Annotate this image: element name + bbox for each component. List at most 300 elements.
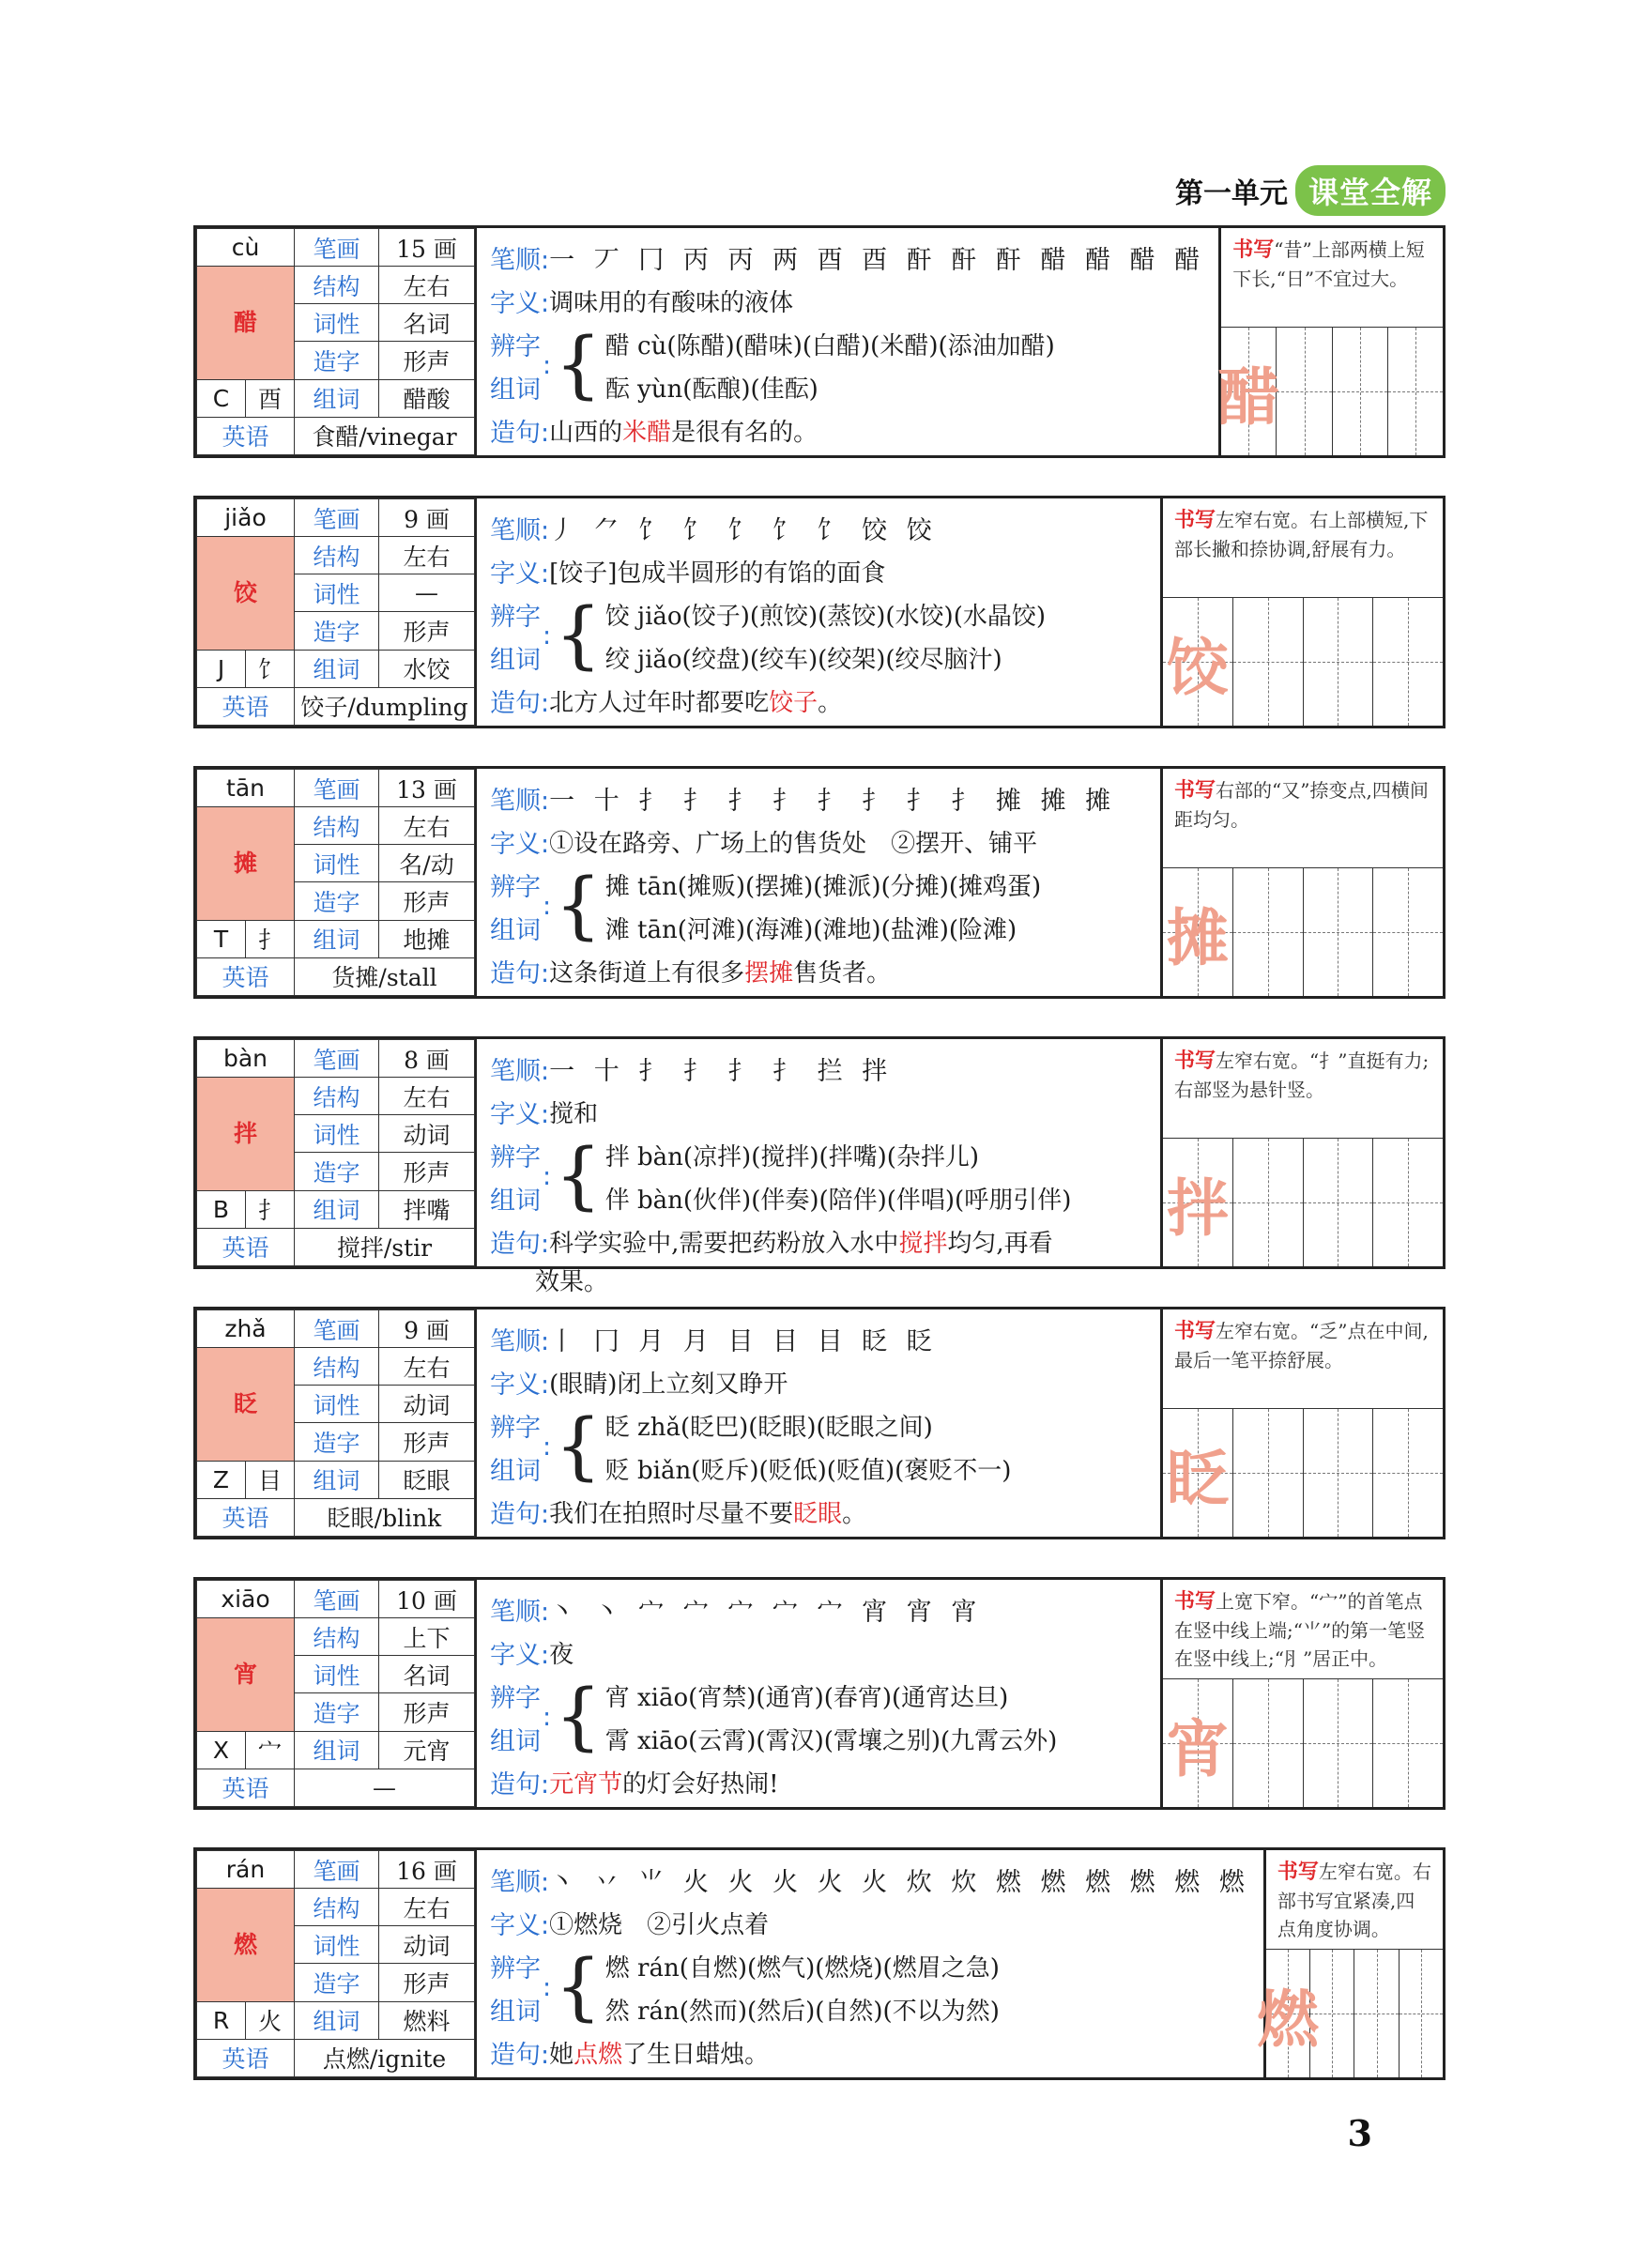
example-sentence <box>490 679 1147 722</box>
letter-radical <box>197 1461 295 1498</box>
practice-cell[interactable] <box>1333 328 1388 455</box>
character-details <box>477 1309 1160 1537</box>
tip-text: 右部的“又”捺变点,四横间距均匀。 <box>1174 779 1429 831</box>
sentence-post: 。 <box>842 1499 867 1528</box>
label-zuci: 组词 <box>295 2001 379 2039</box>
label-zuci2: 组词 <box>490 1186 541 1216</box>
sentence-post: 的灯会好热闹! <box>622 1769 779 1799</box>
structure: 上下 <box>379 1618 475 1656</box>
colon: : <box>543 1161 552 1191</box>
distinguish-block <box>490 1944 1250 2030</box>
sentence-pre: 我们在拍照时尽量不要 <box>549 1499 794 1528</box>
example-sentence <box>490 2030 1250 2074</box>
practice-cell[interactable] <box>1304 1139 1374 1266</box>
compound-word: 拌嘴 <box>379 1190 475 1228</box>
part-of-speech: 动词 <box>379 1115 475 1153</box>
section-badge: 课堂全解 <box>1295 165 1446 216</box>
label-bihua: 笔画 <box>295 1851 379 1889</box>
practice-cell[interactable] <box>1310 1950 1354 2077</box>
sentence-pre: 她 <box>549 2040 574 2069</box>
label-zaozi: 造字 <box>295 612 379 650</box>
stroke-count: 8 画 <box>379 1040 475 1078</box>
practice-cell-sample <box>1163 1409 1233 1537</box>
part-of-speech: 动词 <box>379 1926 475 1964</box>
label-bihua: 笔画 <box>295 1310 379 1348</box>
sample-character: 饺 <box>1166 630 1229 704</box>
english-word: 搅拌/stir <box>295 1228 475 1265</box>
writing-panel <box>1160 1580 1443 1807</box>
pinyin: zhǎ <box>197 1310 295 1348</box>
practice-grid <box>1217 328 1443 455</box>
formation: 形声 <box>379 1964 475 2001</box>
character-info-table <box>196 769 477 996</box>
writing-panel <box>1257 1850 1443 2077</box>
distinguish-line-1: 摊 tān(摊贩)(摆摊)(摊派)(分摊)(摊鸡蛋) <box>604 872 1042 901</box>
compound-word: 水饺 <box>379 650 475 687</box>
brace: { <box>555 1675 602 1759</box>
pinyin: rán <box>197 1851 295 1889</box>
distinguish-block <box>490 1133 1147 1219</box>
distinguish-block <box>490 592 1147 679</box>
label-zaozi: 造字 <box>295 342 379 379</box>
formation: 形声 <box>379 1153 475 1190</box>
writing-panel <box>1160 498 1443 726</box>
radical: 目 <box>257 1467 282 1495</box>
practice-cell[interactable] <box>1304 1409 1374 1537</box>
writing-tip <box>1221 228 1443 328</box>
practice-grid <box>1163 1139 1443 1266</box>
formation: 形声 <box>379 342 475 379</box>
formation: 形声 <box>379 1423 475 1461</box>
index-letter: T <box>197 921 246 957</box>
sentence-highlight: 饺子 <box>769 688 818 717</box>
distinguish-line-2: 绞 jiǎo(绞盘)(绞车)(绞架)(绞尽脑汁) <box>604 645 1002 674</box>
structure: 左右 <box>379 1889 475 1926</box>
distinguish-line-2: 酝 yùn(酝酿)(佳酝) <box>604 375 818 404</box>
label-zaozi: 造字 <box>295 882 379 920</box>
main-character: 摊 <box>197 807 295 920</box>
sample-character: 拌 <box>1166 1171 1229 1245</box>
label-ziyi: 字义: <box>490 288 550 318</box>
label-ziyi: 字义: <box>490 1910 550 1940</box>
english-word: 眨眼/blink <box>295 1498 475 1536</box>
index-letter: B <box>197 1191 246 1228</box>
label-cixing: 词性 <box>295 1115 379 1153</box>
practice-cell-sample <box>1257 1950 1319 2077</box>
formation: 形声 <box>379 882 475 920</box>
distinguish-line-2: 霄 xiāo(云霄)(霄汉)(霄壤之别)(九霄云外) <box>604 1726 1058 1755</box>
example-sentence <box>490 1219 1147 1263</box>
main-character: 醋 <box>197 267 295 379</box>
unit-header <box>1175 167 1446 214</box>
sentence-post: 售货者。 <box>793 958 892 988</box>
label-zaozi: 造字 <box>295 1423 379 1461</box>
tip-text: 上宽下窄。“宀”的首笔点在竖中线上端;“⺌”的第一笔竖在竖中线上;“⺼”居正中。 <box>1174 1590 1426 1670</box>
label-bihua: 笔画 <box>295 499 379 537</box>
index-letter: Z <box>197 1462 246 1498</box>
label-ziyi: 字义: <box>490 1370 550 1400</box>
distinguish-line-1: 眨 zhǎ(眨巴)(眨眼)(眨眼之间) <box>604 1413 933 1442</box>
compound-word: 眨眼 <box>379 1461 475 1498</box>
meaning: (眼睛)闭上立刻又睁开 <box>549 1370 788 1399</box>
compound-word: 燃料 <box>379 2001 475 2039</box>
label-shuxie: 书写 <box>1174 1049 1216 1073</box>
label-english: 英语 <box>197 687 295 725</box>
practice-cell[interactable] <box>1373 598 1443 726</box>
stroke-order: 丿 ⺈ 饣 饣 饣 饣 饣 饺 饺 <box>549 515 938 545</box>
sentence-highlight: 米醋 <box>622 418 672 447</box>
colon: : <box>543 1432 552 1462</box>
brace: { <box>555 593 602 678</box>
tip-text: 左窄右宽。“乏”点在中间,最后一笔平捺舒展。 <box>1174 1320 1429 1371</box>
label-zaozi: 造字 <box>295 1153 379 1190</box>
label-shuxie: 书写 <box>1174 1320 1216 1343</box>
english-word: 货摊/stall <box>295 957 475 995</box>
character-card <box>193 1307 1446 1539</box>
english-word: 点燃/ignite <box>295 2039 475 2076</box>
practice-cell[interactable] <box>1373 868 1443 996</box>
character-details <box>477 228 1218 455</box>
unit-title: 第一单元 <box>1174 177 1288 210</box>
stroke-order: 一 十 扌 扌 扌 扌 扌 扌 扌 扌 摊 摊 摊 <box>549 786 1117 816</box>
practice-cell[interactable] <box>1388 328 1443 455</box>
label-zuci2: 组词 <box>490 375 541 405</box>
tip-text: 左窄右宽。右部书写宜紧凑,四点角度协调。 <box>1277 1861 1431 1940</box>
label-cixing: 词性 <box>295 845 379 882</box>
practice-cell-sample <box>1217 328 1280 455</box>
label-bishun: 笔顺: <box>490 1597 550 1627</box>
practice-grid <box>1163 868 1443 996</box>
label-zaozi: 造字 <box>295 1693 379 1731</box>
label-zaozi: 造字 <box>295 1964 379 2001</box>
label-bishun: 笔顺: <box>490 1056 550 1086</box>
stroke-count: 13 画 <box>379 770 475 807</box>
label-zuci2: 组词 <box>490 645 541 675</box>
label-shuxie: 书写 <box>1174 779 1216 803</box>
character-info-table <box>196 1850 477 2077</box>
brace: { <box>555 864 602 948</box>
main-character: 燃 <box>197 1889 295 2001</box>
stroke-count: 10 画 <box>379 1581 475 1618</box>
practice-cell[interactable] <box>1400 1950 1443 2077</box>
character-card <box>193 496 1446 728</box>
sample-character: 醋 <box>1217 360 1280 434</box>
label-shuxie: 书写 <box>1277 1861 1319 1884</box>
writing-tip <box>1163 769 1443 868</box>
sentence-pre: 北方人过年时都要吃 <box>549 688 770 717</box>
label-bishun: 笔顺: <box>490 1867 550 1897</box>
practice-cell[interactable] <box>1233 598 1304 726</box>
sample-character: 燃 <box>1257 1982 1319 2056</box>
tip-text: “昔”上部两横上短下长,“日”不宜过大。 <box>1232 238 1425 290</box>
practice-cell[interactable] <box>1304 1679 1374 1807</box>
index-letter: X <box>197 1732 246 1769</box>
letter-radical <box>197 379 295 417</box>
practice-cell[interactable] <box>1233 1679 1304 1807</box>
structure: 左右 <box>379 1078 475 1115</box>
practice-cell[interactable] <box>1373 1409 1443 1537</box>
colon: : <box>543 891 552 921</box>
label-zaoju: 造句: <box>490 688 550 718</box>
radical: 扌 <box>257 1197 282 1225</box>
tip-text: 左窄右宽。“扌”直挺有力;右部竖为悬针竖。 <box>1174 1049 1430 1101</box>
part-of-speech: 名/动 <box>379 845 475 882</box>
index-letter: C <box>197 380 246 417</box>
label-zuci2: 组词 <box>490 1997 541 2027</box>
sentence-post: 了生日蜡烛。 <box>622 2040 770 2069</box>
distinguish-block <box>490 863 1147 949</box>
colon: : <box>543 1702 552 1732</box>
character-details <box>477 769 1160 996</box>
character-card <box>193 225 1446 458</box>
letter-radical <box>197 920 295 957</box>
distinguish-line-2: 贬 biǎn(贬斥)(贬低)(贬值)(褒贬不一) <box>604 1456 1012 1485</box>
writing-panel <box>1160 769 1443 996</box>
label-jiegou: 结构 <box>295 1078 379 1115</box>
practice-cell-sample <box>1163 598 1233 726</box>
label-jiegou: 结构 <box>295 267 379 304</box>
label-zuci: 组词 <box>295 1461 379 1498</box>
page-number: 3 <box>1347 2112 1372 2154</box>
label-bihua: 笔画 <box>295 1040 379 1078</box>
sentence-highlight: 眨眼 <box>793 1499 843 1528</box>
colon: : <box>543 1972 552 2002</box>
tip-text: 左窄右宽。右上部横短,下部长撇和捺协调,舒展有力。 <box>1174 509 1429 560</box>
practice-cell[interactable] <box>1233 1409 1304 1537</box>
stroke-count: 9 画 <box>379 499 475 537</box>
label-zaoju: 造句: <box>490 1769 550 1799</box>
label-english: 英语 <box>197 1228 295 1265</box>
label-bishun: 笔顺: <box>490 786 550 816</box>
label-zuci: 组词 <box>295 379 379 417</box>
practice-grid <box>1163 1409 1443 1537</box>
writing-panel <box>1160 1039 1443 1266</box>
character-info-table <box>196 1309 477 1537</box>
character-card <box>193 766 1446 999</box>
label-bianzi: 辨字 <box>490 1142 541 1172</box>
writing-panel <box>1160 1309 1443 1537</box>
label-bishun: 笔顺: <box>490 515 550 545</box>
label-jiegou: 结构 <box>295 1348 379 1386</box>
practice-cell[interactable] <box>1354 1950 1399 2077</box>
radical: 火 <box>257 2008 282 2036</box>
label-bianzi: 辨字 <box>490 1683 541 1713</box>
distinguish-line-2: 伴 bàn(伙伴)(伴奏)(陪伴)(伴唱)(呼朋引伴) <box>604 1186 1072 1215</box>
practice-cell[interactable] <box>1233 1139 1304 1266</box>
distinguish-block <box>490 322 1205 408</box>
distinguish-block <box>490 1674 1147 1760</box>
structure: 左右 <box>379 537 475 574</box>
letter-radical <box>197 1190 295 1228</box>
main-character: 拌 <box>197 1078 295 1190</box>
letter-radical <box>197 1731 295 1769</box>
distinguish-line-1: 宵 xiāo(宵禁)(通宵)(春宵)(通宵达旦) <box>604 1683 1009 1712</box>
pinyin: tān <box>197 770 295 807</box>
label-english: 英语 <box>197 1498 295 1536</box>
writing-tip <box>1163 1580 1443 1679</box>
sentence-post: 均匀,再看 <box>947 1229 1053 1258</box>
label-zuci: 组词 <box>295 1190 379 1228</box>
colon: : <box>543 620 552 651</box>
english-word: — <box>295 1769 475 1806</box>
example-sentence <box>490 408 1205 452</box>
label-bihua: 笔画 <box>295 229 379 267</box>
writing-tip <box>1266 1850 1443 1950</box>
label-bihua: 笔画 <box>295 770 379 807</box>
compound-word: 地摊 <box>379 920 475 957</box>
distinguish-line-1: 醋 cù(陈醋)(醋味)(白醋)(米醋)(添油加醋) <box>604 331 1055 360</box>
meaning: 搅和 <box>549 1099 599 1128</box>
sentence-pre: 山西的 <box>549 418 623 447</box>
label-english: 英语 <box>197 2039 295 2076</box>
colon: : <box>543 350 552 380</box>
pinyin: cù <box>197 229 295 267</box>
practice-cell[interactable] <box>1373 1139 1443 1266</box>
sentence-pre: 这条街道上有很多 <box>549 958 745 988</box>
label-zuci: 组词 <box>295 920 379 957</box>
label-bianzi: 辨字 <box>490 872 541 902</box>
example-sentence <box>490 1490 1147 1533</box>
label-bianzi: 辨字 <box>490 331 541 361</box>
label-shuxie: 书写 <box>1174 1590 1216 1614</box>
main-character: 宵 <box>197 1618 295 1731</box>
meaning: ①设在路旁、广场上的售货处 ②摆开、铺平 <box>549 829 1038 858</box>
index-letter: R <box>197 2002 246 2039</box>
writing-tip <box>1163 498 1443 598</box>
writing-tip <box>1163 1309 1443 1409</box>
label-shuxie: 书写 <box>1232 238 1275 262</box>
label-ziyi: 字义: <box>490 559 550 589</box>
label-shuxie: 书写 <box>1174 509 1216 532</box>
distinguish-line-2: 然 rán(然而)(然后)(自然)(不以为然) <box>604 1997 1000 2026</box>
sentence-highlight: 元宵节 <box>549 1769 623 1799</box>
label-ziyi: 字义: <box>490 829 550 859</box>
practice-cell[interactable] <box>1304 598 1374 726</box>
compound-word: 元宵 <box>379 1731 475 1769</box>
sentence-highlight: 摆摊 <box>744 958 794 988</box>
label-zuci: 组词 <box>295 650 379 687</box>
character-details <box>477 1850 1263 2077</box>
character-card <box>193 1847 1446 2080</box>
practice-grid <box>1257 1950 1443 2077</box>
label-jiegou: 结构 <box>295 1889 379 1926</box>
main-character: 眨 <box>197 1348 295 1461</box>
label-zaoju: 造句: <box>490 1499 550 1529</box>
label-ziyi: 字义: <box>490 1099 550 1129</box>
character-info-table <box>196 1039 477 1266</box>
label-cixing: 词性 <box>295 1656 379 1693</box>
structure: 左右 <box>379 267 475 304</box>
practice-cell[interactable] <box>1277 328 1332 455</box>
stroke-count: 9 画 <box>379 1310 475 1348</box>
letter-radical <box>197 2001 295 2039</box>
label-zuci: 组词 <box>295 1731 379 1769</box>
index-letter: J <box>197 651 246 687</box>
label-ziyi: 字义: <box>490 1640 550 1670</box>
structure: 左右 <box>379 807 475 845</box>
sentence-post: 是很有名的。 <box>671 418 818 447</box>
label-zuci2: 组词 <box>490 915 541 945</box>
practice-grid <box>1163 1679 1443 1807</box>
practice-cell[interactable] <box>1233 868 1304 996</box>
distinguish-block <box>490 1403 1147 1490</box>
label-cixing: 词性 <box>295 1926 379 1964</box>
label-bianzi: 辨字 <box>490 1413 541 1443</box>
distinguish-line-1: 燃 rán(自燃)(燃气)(燃烧)(燃眉之急) <box>604 1953 1000 1983</box>
character-info-table <box>196 498 477 726</box>
stroke-order: 丶 丷 ⺌ 火 火 火 火 火 炊 炊 燃 燃 燃 燃 燃 燃 <box>549 1867 1250 1897</box>
label-bihua: 笔画 <box>295 1581 379 1618</box>
label-zaoju: 造句: <box>490 1229 550 1259</box>
example-sentence <box>490 949 1147 992</box>
practice-cell-sample <box>1163 1679 1233 1807</box>
sample-character: 宵 <box>1166 1711 1229 1785</box>
meaning: 夜 <box>549 1640 574 1669</box>
brace: { <box>555 1404 602 1489</box>
brace: { <box>555 1945 602 2029</box>
stroke-order: 一 丆 冂 丙 丙 两 酉 酉 酐 酐 酐 醋 醋 醋 醋 <box>549 245 1206 275</box>
practice-cell-sample <box>1163 868 1233 996</box>
label-zaoju: 造句: <box>490 2040 550 2070</box>
writing-panel <box>1218 228 1443 455</box>
practice-cell[interactable] <box>1304 868 1374 996</box>
practice-cell[interactable] <box>1373 1679 1443 1807</box>
example-sentence <box>490 1760 1147 1803</box>
label-english: 英语 <box>197 1769 295 1806</box>
radical: 宀 <box>257 1738 282 1766</box>
radical: 饣 <box>257 656 282 684</box>
writing-tip <box>1163 1039 1443 1139</box>
practice-grid <box>1163 598 1443 726</box>
character-card <box>193 1036 1446 1296</box>
radical: 扌 <box>257 926 282 955</box>
brace: { <box>555 1134 602 1218</box>
label-cixing: 词性 <box>295 1386 379 1423</box>
distinguish-line-2: 滩 tān(河滩)(海滩)(滩地)(盐滩)(险滩) <box>604 915 1017 944</box>
part-of-speech: — <box>379 574 475 612</box>
pinyin: bàn <box>197 1040 295 1078</box>
label-english: 英语 <box>197 957 295 995</box>
stroke-count: 16 画 <box>379 1851 475 1889</box>
radical: 酉 <box>257 386 282 414</box>
part-of-speech: 动词 <box>379 1386 475 1423</box>
stroke-order: 一 十 扌 扌 扌 扌 拦 拌 <box>549 1056 894 1086</box>
character-details <box>477 1039 1160 1296</box>
pinyin: xiāo <box>197 1581 295 1618</box>
part-of-speech: 名词 <box>379 1656 475 1693</box>
character-info-table <box>196 1580 477 1807</box>
brace: { <box>555 323 602 407</box>
character-details <box>477 498 1160 726</box>
label-bishun: 笔顺: <box>490 1326 550 1356</box>
label-jiegou: 结构 <box>295 537 379 574</box>
sentence-highlight: 搅拌 <box>898 1229 948 1258</box>
label-zaoju: 造句: <box>490 418 550 448</box>
sentence-highlight: 点燃 <box>574 2040 623 2069</box>
distinguish-line-1: 拌 bàn(凉拌)(搅拌)(拌嘴)(杂拌儿) <box>604 1142 980 1171</box>
distinguish-line-1: 饺 jiǎo(饺子)(煎饺)(蒸饺)(水饺)(水晶饺) <box>604 602 1046 631</box>
sample-character: 摊 <box>1166 900 1229 974</box>
stroke-order: 丶 丶 宀 宀 宀 宀 宀 宵 宵 宵 <box>549 1597 983 1627</box>
label-zuci2: 组词 <box>490 1456 541 1486</box>
compound-word: 醋酸 <box>379 379 475 417</box>
sentence-pre: 科学实验中,需要把药粉放入水中 <box>549 1229 899 1258</box>
structure: 左右 <box>379 1348 475 1386</box>
meaning: [饺子]包成半圆形的有馅的面食 <box>549 559 886 588</box>
sentence-line-2: 效果。 <box>535 1267 609 1296</box>
english-word: 食醋/vinegar <box>295 417 475 454</box>
label-zuci2: 组词 <box>490 1726 541 1756</box>
